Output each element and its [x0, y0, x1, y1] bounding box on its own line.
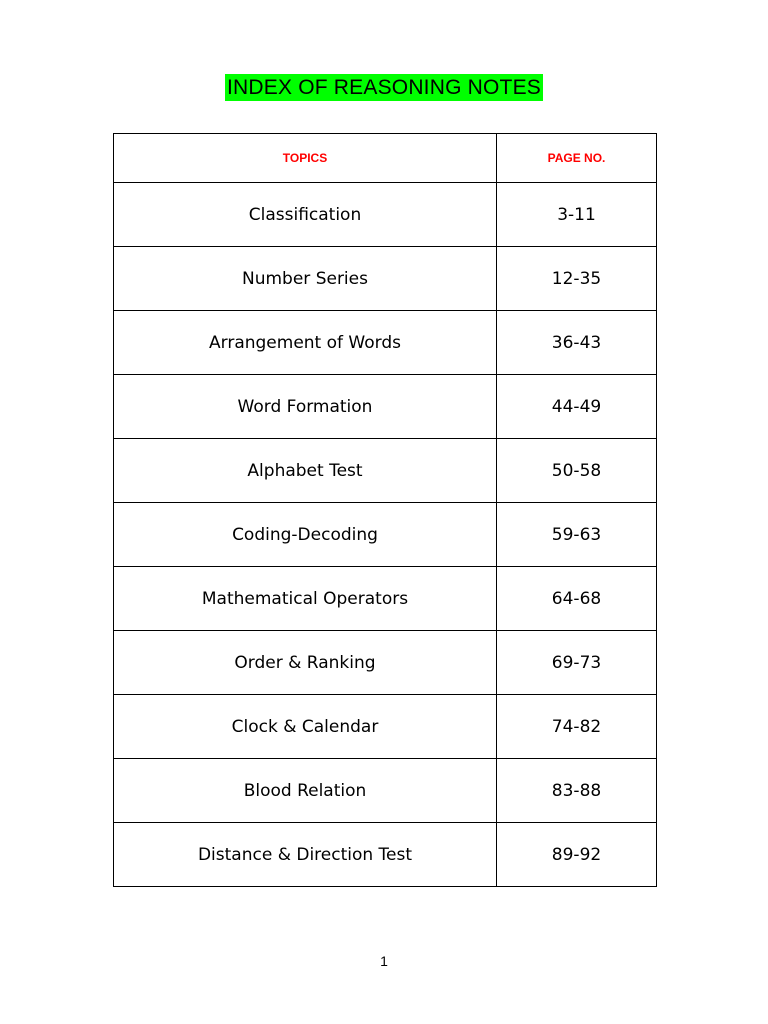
topic-cell: Word Formation [114, 375, 497, 439]
table-row [114, 183, 657, 247]
table-row [114, 759, 657, 823]
pages-cell: 64-68 [497, 567, 657, 631]
topic-cell: Alphabet Test [114, 439, 497, 503]
table-row [114, 631, 657, 695]
table-row [114, 695, 657, 759]
topic-cell: Classification [114, 183, 497, 247]
table-row [114, 503, 657, 567]
topic-cell: Distance & Direction Test [114, 823, 497, 887]
table-row [114, 375, 657, 439]
index-table [113, 133, 657, 887]
page-number: 1 [380, 953, 388, 969]
pages-cell: 50-58 [497, 439, 657, 503]
table-row [114, 439, 657, 503]
page-no-column-header: PAGE NO. [497, 134, 657, 183]
pages-cell: 44-49 [497, 375, 657, 439]
topic-cell: Mathematical Operators [114, 567, 497, 631]
pages-cell: 74-82 [497, 695, 657, 759]
pages-cell: 69-73 [497, 631, 657, 695]
title-container [0, 74, 768, 101]
topic-cell: Coding-Decoding [114, 503, 497, 567]
pages-cell: 89-92 [497, 823, 657, 887]
topic-cell: Arrangement of Words [114, 311, 497, 375]
pages-cell: 3-11 [497, 183, 657, 247]
pages-cell: 83-88 [497, 759, 657, 823]
topic-cell: Blood Relation [114, 759, 497, 823]
table-header-row [114, 134, 657, 183]
topic-cell: Number Series [114, 247, 497, 311]
table-row [114, 567, 657, 631]
table-row [114, 311, 657, 375]
table-row [114, 247, 657, 311]
pages-cell: 59-63 [497, 503, 657, 567]
topics-column-header: TOPICS [114, 134, 497, 183]
table-row [114, 823, 657, 887]
pages-cell: 12-35 [497, 247, 657, 311]
topic-cell: Order & Ranking [114, 631, 497, 695]
document-title: INDEX OF REASONING NOTES [226, 76, 541, 99]
topic-cell: Clock & Calendar [114, 695, 497, 759]
pages-cell: 36-43 [497, 311, 657, 375]
